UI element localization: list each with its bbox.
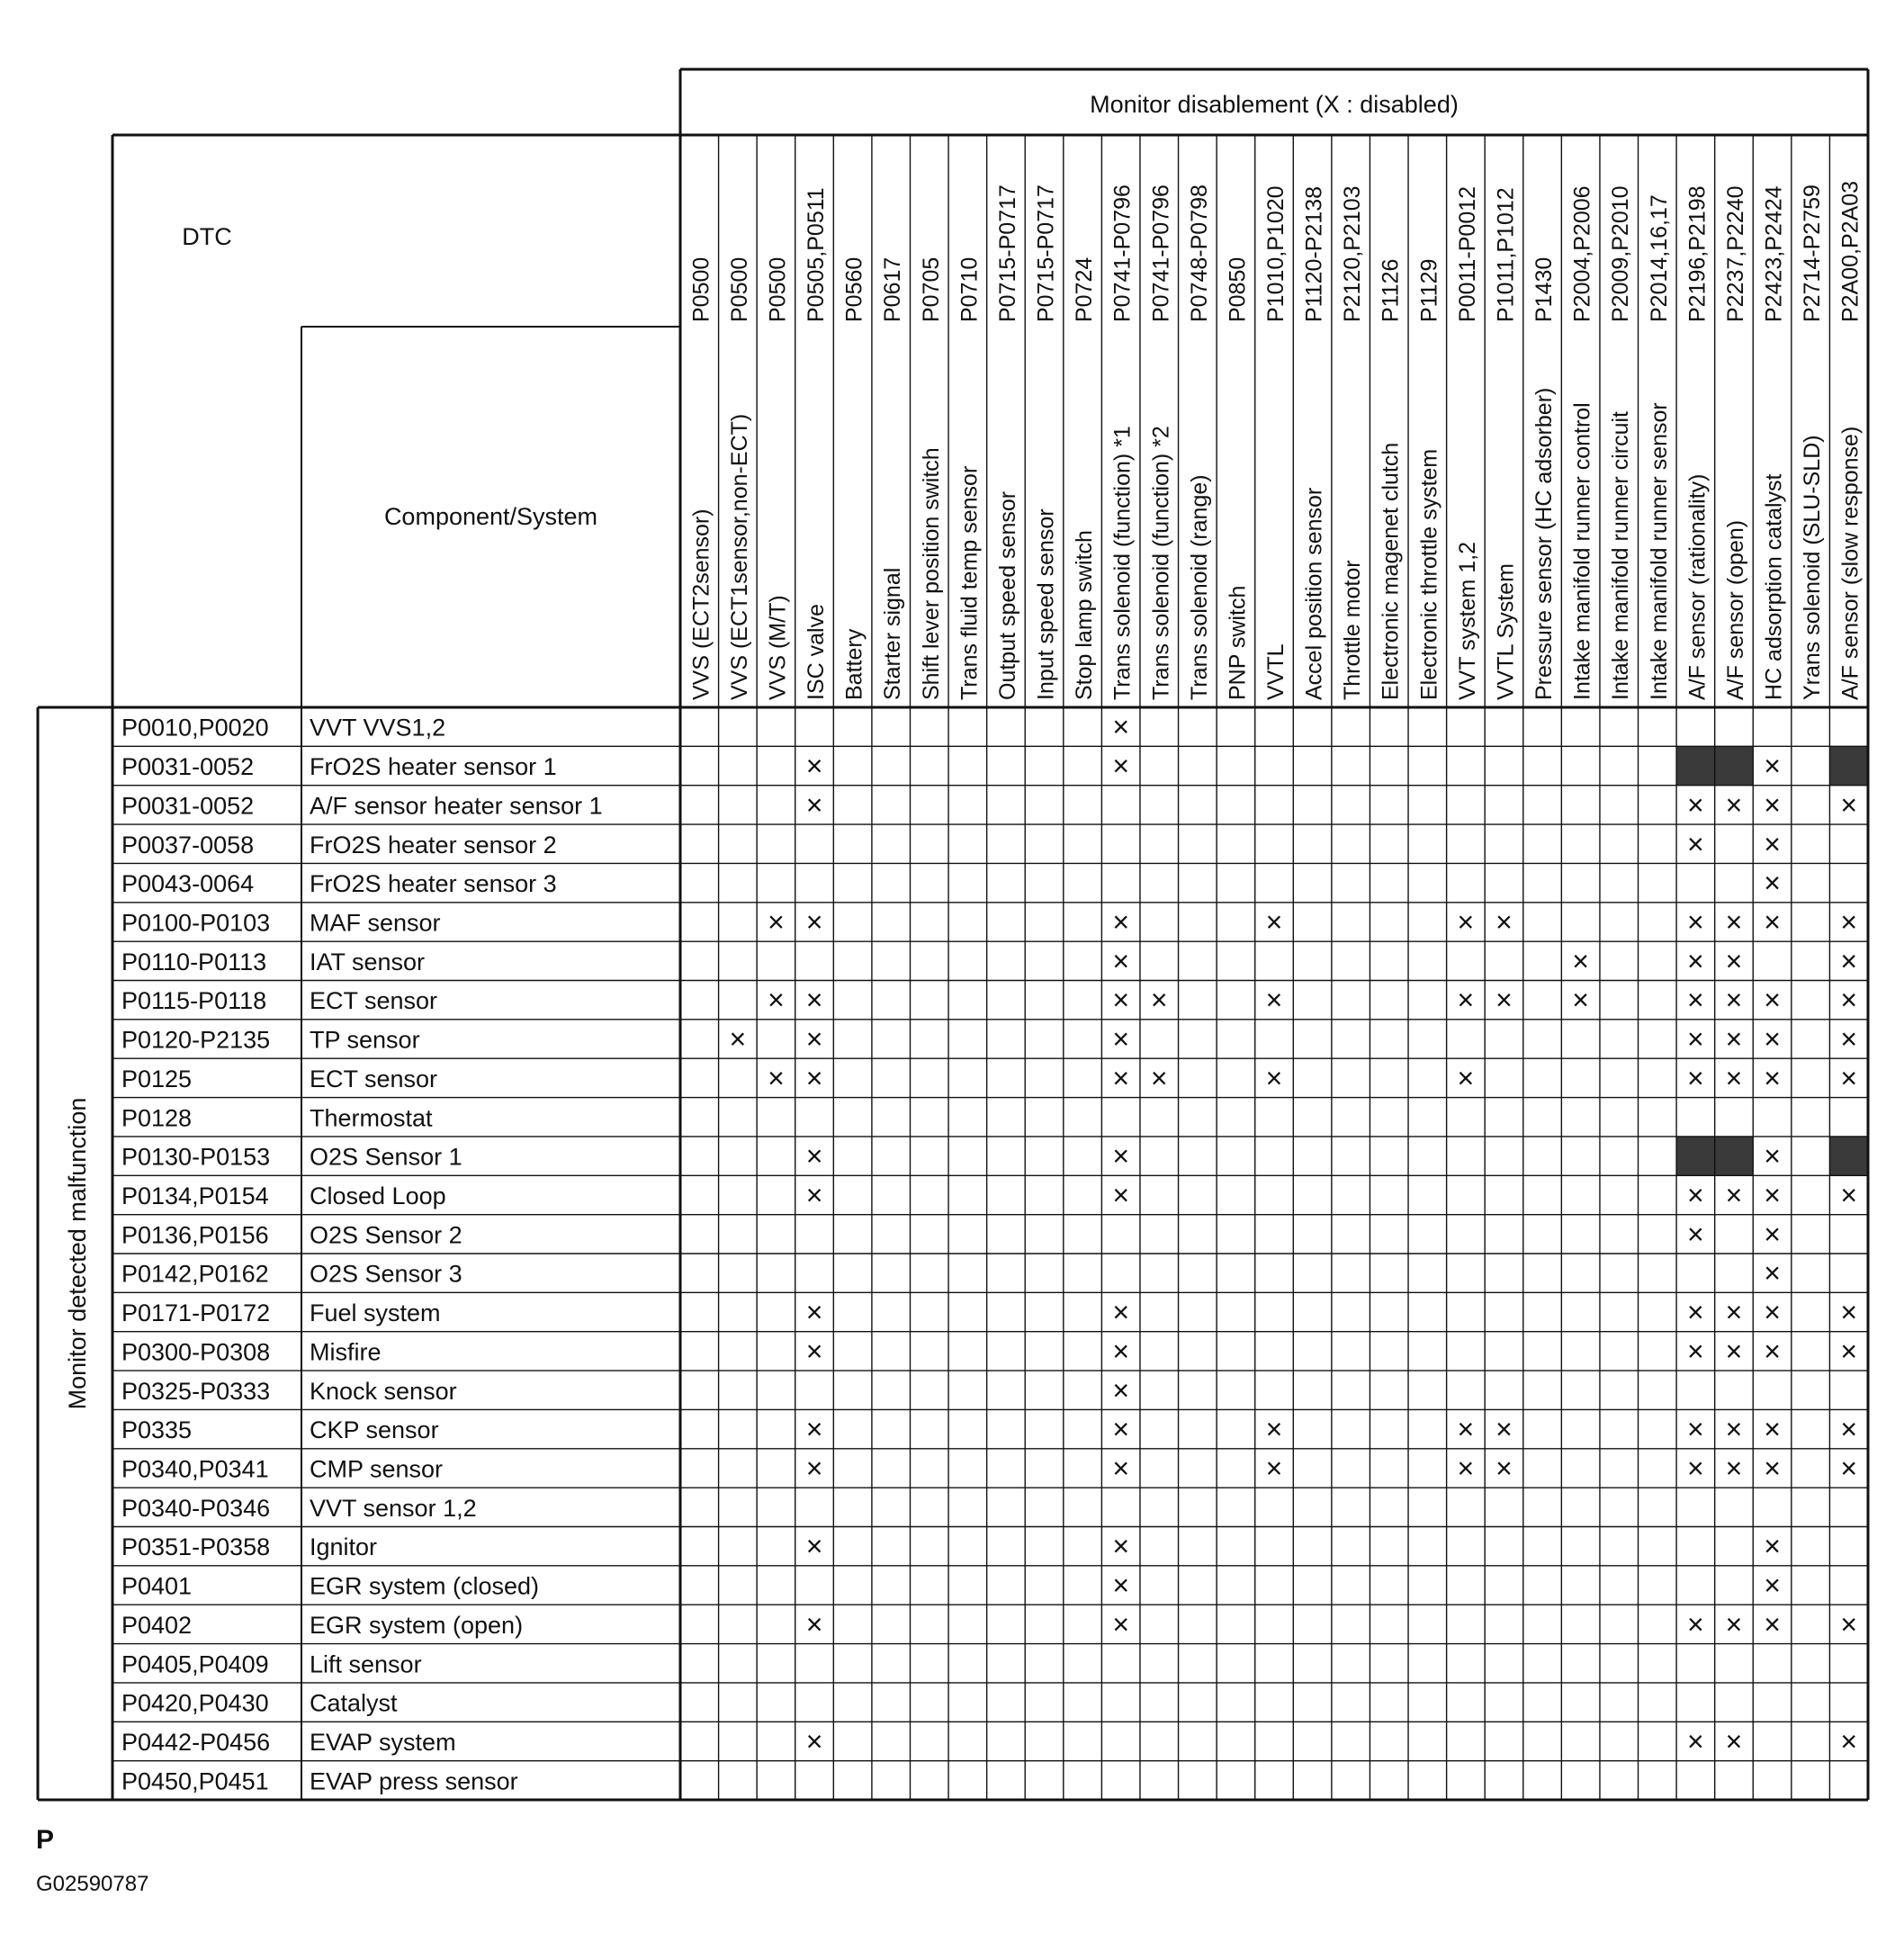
disabled-mark: × xyxy=(1457,905,1475,939)
row-system: Closed Loop xyxy=(310,1182,446,1209)
shaded-cell xyxy=(1829,746,1868,785)
column-code: P1011,P1012 xyxy=(1493,187,1519,322)
row-dtc: P0120-P2135 xyxy=(121,1026,271,1054)
disabled-mark: × xyxy=(1495,984,1513,1017)
disabled-mark: × xyxy=(805,1530,823,1563)
disabled-mark: × xyxy=(1725,1724,1743,1758)
column-name: Yrans solenoid (SLU-SLD) xyxy=(1800,435,1826,700)
column-code: P2009,P2010 xyxy=(1608,185,1634,322)
column-name: VVS (M/T) xyxy=(765,595,791,700)
column-name: ISC valve xyxy=(804,604,830,700)
row-dtc: P0171-P0172 xyxy=(121,1299,271,1327)
row-dtc: P0340,P0341 xyxy=(121,1455,269,1483)
disabled-mark: × xyxy=(1687,1724,1704,1758)
figure-id: G02590787 xyxy=(36,1872,149,1896)
row-system: ECT sensor xyxy=(310,987,438,1015)
disabled-mark: × xyxy=(805,1452,823,1485)
disabled-mark: × xyxy=(1687,1218,1704,1251)
column-code: P0011-P0012 xyxy=(1454,185,1480,322)
column-name: Stop lamp switch xyxy=(1072,530,1098,700)
row-system: EGR system (closed) xyxy=(310,1572,540,1600)
disabled-mark: × xyxy=(1112,1607,1130,1641)
column-name: Throttle motor xyxy=(1340,560,1366,700)
shaded-cell xyxy=(1676,746,1715,785)
column-code: P2196,P2198 xyxy=(1684,185,1711,322)
row-system: FrO2S heater sensor 2 xyxy=(310,831,557,859)
row-dtc: P0402 xyxy=(121,1611,193,1639)
column-name: Intake manifold runner control xyxy=(1569,402,1595,700)
column-code: P1126 xyxy=(1378,258,1404,322)
side-label: Monitor detected malfunction xyxy=(64,1097,91,1410)
disabled-mark: × xyxy=(1687,944,1704,977)
column-name: Intake manifold runner circuit xyxy=(1608,411,1634,700)
column-code: P0705 xyxy=(918,256,944,322)
column-name: Output speed sensor xyxy=(994,490,1020,700)
disabled-mark: × xyxy=(805,905,823,939)
disabled-mark: × xyxy=(1725,905,1743,939)
row-system: Knock sensor xyxy=(310,1377,457,1405)
disabled-mark: × xyxy=(1265,1061,1283,1094)
row-system: Fuel system xyxy=(310,1299,441,1327)
column-code: P2714-P2759 xyxy=(1800,184,1826,322)
disabled-mark: × xyxy=(1725,1022,1743,1056)
disabled-mark: × xyxy=(1112,1373,1130,1407)
disabled-mark: × xyxy=(1725,1061,1743,1094)
disabled-mark: × xyxy=(1840,1061,1858,1094)
disabled-mark: × xyxy=(1687,827,1704,860)
column-code: P0715-P0717 xyxy=(994,184,1020,322)
row-system: CKP sensor xyxy=(310,1416,439,1444)
disabled-mark: × xyxy=(1840,1607,1858,1641)
column-name: Trans solenoid (function) *2 xyxy=(1148,426,1174,700)
disabled-mark: × xyxy=(1840,1724,1858,1758)
dtc-header: DTC xyxy=(182,223,232,250)
row-system: MAF sensor xyxy=(310,909,441,937)
disabled-mark: × xyxy=(1687,1452,1704,1485)
disabled-mark: × xyxy=(1764,867,1781,900)
disabled-mark: × xyxy=(1687,1607,1704,1641)
column-code: P2014,16,17 xyxy=(1646,194,1672,322)
disabled-mark: × xyxy=(1687,984,1704,1017)
column-code: P2120,P2103 xyxy=(1340,185,1366,322)
disabled-mark: × xyxy=(1687,1413,1704,1446)
disabled-mark: × xyxy=(1687,1022,1704,1056)
disabled-mark: × xyxy=(1112,1022,1130,1056)
disabled-mark: × xyxy=(1764,1022,1781,1056)
disabled-mark: × xyxy=(1725,1296,1743,1329)
disabled-mark: × xyxy=(805,1413,823,1446)
disabled-mark: × xyxy=(1572,944,1589,977)
row-dtc: P0325-P0333 xyxy=(121,1377,271,1405)
disabled-mark: × xyxy=(1840,1413,1858,1446)
disabled-mark: × xyxy=(1725,1607,1743,1641)
disabled-mark: × xyxy=(1764,1530,1781,1563)
disabled-mark: × xyxy=(805,1335,823,1368)
disabled-mark: × xyxy=(1840,788,1858,822)
column-name: Accel position sensor xyxy=(1301,487,1327,700)
disabled-mark: × xyxy=(1764,984,1781,1017)
column-name: VVS (ECT2sensor) xyxy=(688,508,714,700)
disabled-mark: × xyxy=(805,750,823,783)
disabled-mark: × xyxy=(768,1061,785,1094)
disabled-mark: × xyxy=(1265,1452,1283,1485)
disabled-mark: × xyxy=(1764,1218,1781,1251)
row-system: EVAP system xyxy=(310,1728,456,1756)
disabled-mark: × xyxy=(1840,1022,1858,1056)
row-dtc: P0100-P0103 xyxy=(121,909,271,937)
row-system: O2S Sensor 1 xyxy=(310,1143,463,1171)
column-code: P2423,P2424 xyxy=(1761,185,1787,322)
column-code: P0710 xyxy=(956,256,983,322)
column-name: Intake manifold runner sensor xyxy=(1646,402,1672,700)
row-dtc: P0442-P0456 xyxy=(121,1728,271,1756)
column-code: P0500 xyxy=(688,256,714,322)
row-system: FrO2S heater sensor 1 xyxy=(310,753,557,781)
column-code: P1129 xyxy=(1416,258,1442,322)
disabled-mark: × xyxy=(1764,750,1781,783)
column-code: P0741-P0796 xyxy=(1148,184,1174,322)
disabled-mark: × xyxy=(1265,1413,1283,1446)
column-name: Electronic throttle system xyxy=(1416,448,1442,700)
disabled-mark: × xyxy=(1764,827,1781,860)
disabled-mark: × xyxy=(1687,1296,1704,1329)
disabled-mark: × xyxy=(1687,1178,1704,1211)
shaded-cell xyxy=(1676,1137,1715,1175)
disabled-mark: × xyxy=(1687,905,1704,939)
column-name: VVT system 1,2 xyxy=(1454,542,1480,700)
disabled-mark: × xyxy=(1725,984,1743,1017)
column-code: P2A00,P2A03 xyxy=(1837,180,1864,322)
disabled-mark: × xyxy=(805,1724,823,1758)
disabled-mark: × xyxy=(1764,788,1781,822)
row-dtc: P0130-P0153 xyxy=(121,1143,271,1171)
disabled-mark: × xyxy=(1495,1413,1513,1446)
disabled-mark: × xyxy=(805,1178,823,1211)
disabled-mark: × xyxy=(1725,1413,1743,1446)
disabled-mark: × xyxy=(1764,1139,1781,1173)
disabled-mark: × xyxy=(768,905,785,939)
column-name: Pressure sensor (HC adsorber) xyxy=(1531,387,1558,700)
column-code: P1010,P1020 xyxy=(1263,185,1289,322)
row-dtc: P0300-P0308 xyxy=(121,1338,271,1366)
row-dtc: P0142,P0162 xyxy=(121,1260,269,1288)
column-name: Trans solenoid (function) *1 xyxy=(1109,426,1136,700)
disabled-mark: × xyxy=(1764,905,1781,939)
disabled-mark: × xyxy=(1112,944,1130,977)
disabled-mark: × xyxy=(1112,1335,1130,1368)
column-code: P1120-P2138 xyxy=(1301,185,1327,322)
component-system-header: Component/System xyxy=(383,503,598,530)
disabled-mark: × xyxy=(1112,1139,1130,1173)
row-dtc: P0340-P0346 xyxy=(121,1494,271,1522)
column-code: P0850 xyxy=(1225,256,1251,322)
column-name: Trans solenoid (range) xyxy=(1186,474,1212,700)
shaded-cell xyxy=(1715,746,1754,785)
column-code: P0741-P0796 xyxy=(1109,184,1136,322)
disabled-mark: × xyxy=(1840,944,1858,977)
row-system: O2S Sensor 2 xyxy=(310,1221,463,1249)
row-system: VVT VVS1,2 xyxy=(310,714,446,742)
disabled-mark: × xyxy=(1764,1607,1781,1641)
column-code: P0715-P0717 xyxy=(1033,184,1059,322)
disabled-mark: × xyxy=(1112,750,1130,783)
column-name: Electronic magenet clutch xyxy=(1378,442,1404,700)
row-system: Lift sensor xyxy=(310,1650,422,1678)
disabled-mark: × xyxy=(1150,984,1168,1017)
disabled-mark: × xyxy=(1687,788,1704,822)
column-name: VVS (ECT1sensor,non-ECT) xyxy=(726,413,752,700)
column-code: P0724 xyxy=(1072,256,1098,322)
disabled-mark: × xyxy=(1840,1296,1858,1329)
column-name: Trans fluid temp sensor xyxy=(956,465,983,700)
row-system: A/F sensor heater sensor 1 xyxy=(310,792,603,820)
disabled-mark: × xyxy=(1725,788,1743,822)
row-system: FrO2S heater sensor 3 xyxy=(310,870,557,898)
disabled-mark: × xyxy=(1840,1452,1858,1485)
row-dtc: P0450,P0451 xyxy=(121,1767,269,1795)
disabled-mark: × xyxy=(1457,1452,1475,1485)
disabled-mark: × xyxy=(1112,1413,1130,1446)
page-letter: P xyxy=(36,1825,55,1855)
disabled-mark: × xyxy=(1112,1530,1130,1563)
column-code: P0500 xyxy=(765,256,791,322)
disabled-mark: × xyxy=(1725,1178,1743,1211)
disabled-mark: × xyxy=(1764,1413,1781,1446)
row-system: EVAP press sensor xyxy=(310,1767,518,1795)
disabled-mark: × xyxy=(1495,905,1513,939)
column-name: Starter signal xyxy=(880,567,906,700)
column-name: A/F sensor (rationality) xyxy=(1684,473,1711,700)
disabled-mark: × xyxy=(729,1022,747,1056)
column-name: Input speed sensor xyxy=(1033,508,1059,700)
disabled-mark: × xyxy=(1840,1335,1858,1368)
monitor-disablement-title: Monitor disablement (X : disabled) xyxy=(1090,91,1459,118)
disabled-mark: × xyxy=(805,1607,823,1641)
disabled-mark: × xyxy=(1112,710,1130,743)
disabled-mark: × xyxy=(1457,1413,1475,1446)
column-name: Shift lever position switch xyxy=(918,447,944,700)
row-dtc: P0031-0052 xyxy=(121,753,255,781)
disabled-mark: × xyxy=(1572,984,1589,1017)
column-code: P0560 xyxy=(841,256,867,322)
row-dtc: P0401 xyxy=(121,1572,193,1600)
column-name: Battery xyxy=(841,628,867,700)
column-name: A/F sensor (slow response) xyxy=(1837,426,1864,700)
column-code: P0617 xyxy=(880,256,906,322)
column-code: P1430 xyxy=(1531,256,1558,322)
column-code: P2004,P2006 xyxy=(1569,185,1595,322)
disabled-mark: × xyxy=(1112,1452,1130,1485)
row-system: Ignitor xyxy=(310,1533,378,1561)
row-system: Misfire xyxy=(310,1338,382,1366)
disabled-mark: × xyxy=(1764,1452,1781,1485)
disabled-mark: × xyxy=(1112,984,1130,1017)
disabled-mark: × xyxy=(1112,1296,1130,1329)
disabled-mark: × xyxy=(1764,1335,1781,1368)
row-dtc: P0043-0064 xyxy=(121,870,255,898)
row-dtc: P0405,P0409 xyxy=(121,1650,269,1678)
row-dtc: P0128 xyxy=(121,1104,193,1132)
row-dtc: P0010,P0020 xyxy=(121,714,269,742)
shaded-cell xyxy=(1829,1137,1868,1175)
row-system: ECT sensor xyxy=(310,1065,438,1092)
column-code: P2237,P2240 xyxy=(1722,185,1748,322)
disabled-mark: × xyxy=(768,984,785,1017)
row-dtc: P0115-P0118 xyxy=(121,987,267,1015)
disabled-mark: × xyxy=(1495,1452,1513,1485)
disabled-mark: × xyxy=(805,1022,823,1056)
row-system: Catalyst xyxy=(310,1689,398,1717)
column-code: P0748-P0798 xyxy=(1186,184,1212,322)
disabled-mark: × xyxy=(1112,1569,1130,1602)
disabled-mark: × xyxy=(1265,905,1283,939)
column-name: HC adsorption catalyst xyxy=(1761,473,1787,700)
row-system: Thermostat xyxy=(310,1104,433,1132)
shaded-cell xyxy=(1715,1137,1754,1175)
disabled-mark: × xyxy=(1725,1335,1743,1368)
disabled-mark: × xyxy=(1687,1061,1704,1094)
disabled-mark: × xyxy=(1764,1256,1781,1290)
column-name: VVTL System xyxy=(1493,563,1519,700)
row-dtc: P0037-0058 xyxy=(121,831,255,859)
column-code: P0500 xyxy=(726,256,752,322)
column-name: VVTL xyxy=(1263,643,1289,700)
row-system: VVT sensor 1,2 xyxy=(310,1494,477,1522)
disabled-mark: × xyxy=(805,1061,823,1094)
row-system: TP sensor xyxy=(310,1026,420,1054)
disabled-mark: × xyxy=(805,788,823,822)
disabled-mark: × xyxy=(1840,984,1858,1017)
row-dtc: P0031-0052 xyxy=(121,792,255,820)
disabled-mark: × xyxy=(1265,984,1283,1017)
row-dtc: P0420,P0430 xyxy=(121,1689,269,1717)
disabled-mark: × xyxy=(1112,1178,1130,1211)
row-system: O2S Sensor 3 xyxy=(310,1260,463,1288)
disabled-mark: × xyxy=(805,1296,823,1329)
row-dtc: P0351-P0358 xyxy=(121,1533,271,1561)
disabled-mark: × xyxy=(1764,1569,1781,1602)
disabled-mark: × xyxy=(1457,1061,1475,1094)
row-dtc: P0125 xyxy=(121,1065,193,1092)
row-system: EGR system (open) xyxy=(310,1611,524,1639)
row-system: CMP sensor xyxy=(310,1455,444,1483)
row-system: IAT sensor xyxy=(310,948,426,976)
disabled-mark: × xyxy=(1725,944,1743,977)
disabled-mark: × xyxy=(1840,905,1858,939)
row-dtc: P0335 xyxy=(121,1416,193,1444)
disabled-mark: × xyxy=(1150,1061,1168,1094)
column-name: PNP switch xyxy=(1225,585,1251,700)
disabled-mark: × xyxy=(805,1139,823,1173)
disabled-mark: × xyxy=(1764,1061,1781,1094)
row-dtc: P0136,P0156 xyxy=(121,1221,269,1249)
disabled-mark: × xyxy=(1764,1296,1781,1329)
disabled-mark: × xyxy=(1687,1335,1704,1368)
disabled-mark: × xyxy=(1764,1178,1781,1211)
disabled-mark: × xyxy=(1840,1178,1858,1211)
disabled-mark: × xyxy=(1112,905,1130,939)
row-dtc: P0110-P0113 xyxy=(121,948,267,976)
disabled-mark: × xyxy=(805,984,823,1017)
disabled-mark: × xyxy=(1112,1061,1130,1094)
disabled-mark: × xyxy=(1457,984,1475,1017)
disabled-mark: × xyxy=(1725,1452,1743,1485)
row-dtc: P0134,P0154 xyxy=(121,1182,269,1209)
column-code: P0505,P0511 xyxy=(804,187,830,322)
column-name: A/F sensor (open) xyxy=(1722,519,1748,700)
